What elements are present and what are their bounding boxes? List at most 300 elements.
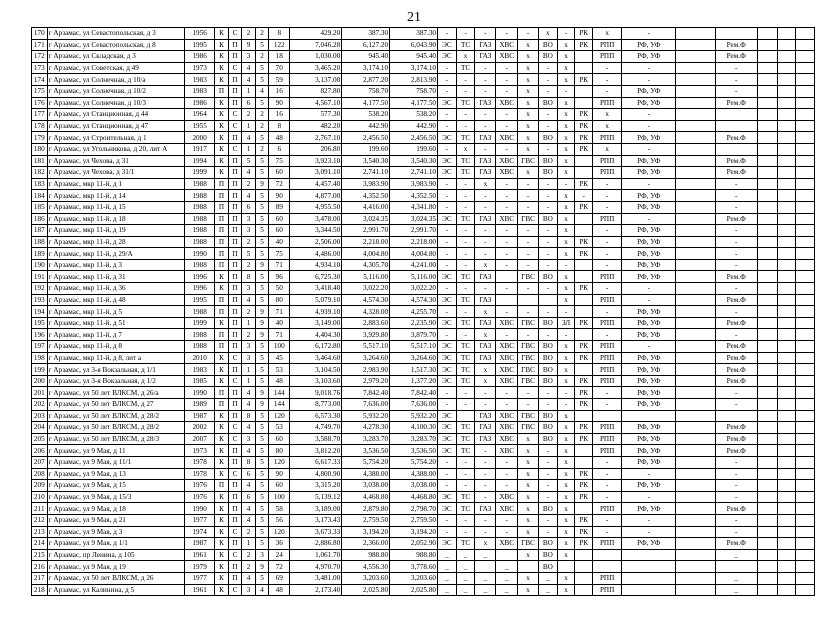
cell-address: г Арзамас, мкр 11-й, д 36: [47, 283, 184, 295]
cell-apartments: 48: [269, 375, 290, 387]
cell-extra: [757, 143, 778, 155]
cell-hot-water: -: [518, 387, 539, 399]
cell-year-built: 1977: [185, 572, 215, 584]
cell-hot-water: х: [518, 572, 539, 584]
cell-repair-fund: -: [715, 283, 757, 295]
cell-year-built: 1988: [185, 201, 215, 213]
cell-cold-water: -: [496, 120, 518, 132]
cell-sewerage: ВО: [538, 364, 557, 376]
cell-empty: [796, 236, 815, 248]
cell-living-premises-area: 4,574.30: [342, 294, 390, 306]
cell-status: [676, 503, 716, 515]
cell-empty: [778, 201, 796, 213]
cell-repair-fund: _: [715, 549, 757, 561]
cell-floors: 2: [242, 109, 256, 121]
cell-heating: -: [456, 480, 475, 492]
cell-living-area: 5,932.20: [390, 410, 438, 422]
cell-address: г Арзамас, мкр 11-й, д 7: [47, 329, 184, 341]
cell-lift: х: [557, 341, 575, 353]
cell-wall-material: П: [228, 445, 242, 457]
cell-repair: [575, 259, 593, 271]
cell-living-area: 4,255.70: [390, 306, 438, 318]
cell-total-area: 1,061.70: [290, 549, 342, 561]
cell-year-built: 1996: [185, 283, 215, 295]
cell-cold-water: ХВС: [496, 213, 518, 225]
cell-management: -: [593, 259, 622, 271]
cell-row-number: 197: [32, 341, 48, 353]
cell-wall-material: П: [228, 51, 242, 63]
cell-heating: ТС: [456, 341, 475, 353]
cell-year-built: 1995: [185, 294, 215, 306]
cell-year-built: 1988: [185, 341, 215, 353]
cell-cold-water: -: [496, 329, 518, 341]
cell-living-area: 199.60: [390, 143, 438, 155]
cell-repair-fund: -: [715, 387, 757, 399]
cell-hot-water: ГВС: [518, 538, 539, 550]
cell-empty: [778, 526, 796, 538]
cell-status: [676, 39, 716, 51]
cell-living-premises-area: 3,264.60: [342, 352, 390, 364]
cell-entrances: 2: [255, 51, 269, 63]
cell-gas: ГАЗ: [475, 39, 496, 51]
cell-address: г Арзамас, ул Солнечная, д 10/3: [47, 97, 184, 109]
cell-heating: ТС: [456, 155, 475, 167]
cell-heating: _: [456, 584, 475, 596]
cell-entrances: 9: [255, 317, 269, 329]
cell-repair-fund: [715, 109, 757, 121]
cell-management: -: [593, 480, 622, 492]
cell-floors: 4: [242, 503, 256, 515]
cell-lift: х: [557, 97, 575, 109]
cell-hot-water: -: [518, 259, 539, 271]
cell-heating: -: [456, 283, 475, 295]
cell-entrances: 5: [255, 526, 269, 538]
cell-repair-fund: -: [715, 526, 757, 538]
cell-category: К: [215, 283, 229, 295]
cell-floors: 3: [242, 352, 256, 364]
cell-apartments: 144: [269, 399, 290, 411]
cell-total-area: 3,149.00: [290, 317, 342, 329]
cell-empty: [778, 514, 796, 526]
cell-living-area: 1,377.20: [390, 375, 438, 387]
table-row: [32, 387, 815, 399]
cell-cold-water: ХВС: [496, 155, 518, 167]
cell-total-area: 577.30: [290, 109, 342, 121]
cell-repair: РК: [575, 352, 593, 364]
table-row: [32, 445, 815, 457]
cell-lift: х: [557, 422, 575, 434]
cell-wall-material: П: [228, 341, 242, 353]
cell-extra: [757, 433, 778, 445]
cell-repair-fund: Рем.Ф: [715, 132, 757, 144]
cell-living-premises-area: 2,218.00: [342, 236, 390, 248]
cell-management: РПП: [593, 271, 622, 283]
cell-extra: [757, 561, 778, 573]
cell-apartments: 8: [269, 120, 290, 132]
cell-address: г Арзамас, ул Севастопольская, д 8: [47, 39, 184, 51]
cell-category: К: [215, 526, 229, 538]
cell-floors: 4: [242, 132, 256, 144]
cell-fund-type: РФ, УФ: [622, 364, 676, 376]
cell-electricity: ЭС: [438, 352, 457, 364]
cell-extra: [757, 283, 778, 295]
cell-status: [676, 51, 716, 63]
cell-repair: [575, 271, 593, 283]
cell-sewerage: ВО: [538, 410, 557, 422]
cell-cold-water: -: [496, 306, 518, 318]
cell-category: К: [215, 143, 229, 155]
cell-extra: [757, 190, 778, 202]
cell-living-area: 3,983.90: [390, 178, 438, 190]
cell-living-area: 538.20: [390, 109, 438, 121]
cell-floors: 4: [242, 167, 256, 179]
cell-floors: 4: [242, 480, 256, 492]
cell-management: РПП: [593, 503, 622, 515]
cell-repair-fund: -: [715, 399, 757, 411]
cell-extra: [757, 503, 778, 515]
cell-empty: [796, 317, 815, 329]
cell-heating: х: [456, 51, 475, 63]
cell-lift: х: [557, 74, 575, 86]
cell-status: [676, 74, 716, 86]
cell-year-built: 1977: [185, 514, 215, 526]
cell-fund-type: [622, 584, 676, 596]
cell-empty: [796, 549, 815, 561]
cell-electricity: -: [438, 109, 457, 121]
cell-living-premises-area: 3,038.00: [342, 480, 390, 492]
cell-empty: [778, 213, 796, 225]
cell-cold-water: ХВС: [496, 445, 518, 457]
cell-category: К: [215, 271, 229, 283]
cell-apartments: 60: [269, 167, 290, 179]
cell-address: г Арзамас, ул 50 лет ВЛКСМ, д 26/а: [47, 387, 184, 399]
cell-floors: 8: [242, 271, 256, 283]
cell-cold-water: -: [496, 109, 518, 121]
cell-extra: [757, 294, 778, 306]
cell-category: К: [215, 433, 229, 445]
cell-cold-water: ХВС: [496, 422, 518, 434]
cell-empty: [778, 399, 796, 411]
cell-year-built: 1983: [185, 74, 215, 86]
cell-living-premises-area: 538.20: [342, 109, 390, 121]
cell-extra: [757, 201, 778, 213]
cell-extra: [757, 248, 778, 260]
cell-sewerage: ВО: [538, 317, 557, 329]
cell-hot-water: -: [518, 28, 539, 40]
cell-total-area: 827.80: [290, 85, 342, 97]
cell-empty: [796, 329, 815, 341]
cell-entrances: 2: [255, 28, 269, 40]
table-row: [32, 410, 815, 422]
cell-year-built: 1979: [185, 561, 215, 573]
cell-living-area: 2,218.00: [390, 236, 438, 248]
cell-sewerage: ВО: [538, 51, 557, 63]
cell-empty: [778, 97, 796, 109]
cell-status: [676, 28, 716, 40]
cell-living-premises-area: 6,127.20: [342, 39, 390, 51]
cell-wall-material: П: [228, 155, 242, 167]
cell-hot-water: ГВС: [518, 155, 539, 167]
cell-living-area: 2,456.50: [390, 132, 438, 144]
cell-living-area: 4,574.30: [390, 294, 438, 306]
cell-wall-material: П: [228, 225, 242, 237]
cell-category: П: [215, 190, 229, 202]
cell-status: [676, 456, 716, 468]
cell-total-area: 429.20: [290, 28, 342, 40]
cell-hot-water: х: [518, 97, 539, 109]
cell-address: г Арзамас, ул Солнечная, д 10/а: [47, 74, 184, 86]
cell-floors: 3: [242, 283, 256, 295]
cell-repair: РК: [575, 468, 593, 480]
cell-lift: -: [557, 178, 575, 190]
cell-electricity: ЭС: [438, 433, 457, 445]
cell-empty: [778, 109, 796, 121]
cell-extra: [757, 491, 778, 503]
cell-repair: РК: [575, 387, 593, 399]
table-row: [32, 39, 815, 51]
cell-empty: [796, 143, 815, 155]
cell-repair-fund: [715, 28, 757, 40]
cell-lift: х: [557, 190, 575, 202]
cell-lift: х: [557, 213, 575, 225]
cell-sewerage: -: [538, 225, 557, 237]
cell-repair: РК: [575, 201, 593, 213]
cell-wall-material: П: [228, 97, 242, 109]
cell-fund-type: РФ, УФ: [622, 480, 676, 492]
cell-hot-water: -: [518, 225, 539, 237]
cell-entrances: 4: [255, 85, 269, 97]
cell-extra: [757, 120, 778, 132]
cell-gas: х: [475, 306, 496, 318]
cell-row-number: 218: [32, 584, 48, 596]
cell-electricity: ЭС: [438, 445, 457, 457]
cell-empty: [796, 39, 815, 51]
cell-entrances: 9: [255, 178, 269, 190]
cell-living-premises-area: 5,754.20: [342, 456, 390, 468]
cell-floors: 2: [242, 28, 256, 40]
cell-status: [676, 387, 716, 399]
cell-fund-type: РФ, УФ: [622, 422, 676, 434]
cell-repair-fund: -: [715, 456, 757, 468]
cell-wall-material: П: [228, 503, 242, 515]
cell-hot-water: х: [518, 526, 539, 538]
cell-category: К: [215, 491, 229, 503]
cell-living-premises-area: 2,879.80: [342, 503, 390, 515]
cell-lift: -: [557, 399, 575, 411]
cell-empty: [778, 584, 796, 596]
cell-fund-type: РФ, УФ: [622, 236, 676, 248]
cell-cold-water: -: [496, 190, 518, 202]
cell-empty: [796, 167, 815, 179]
cell-row-number: 194: [32, 306, 48, 318]
cell-gas: -: [475, 109, 496, 121]
cell-extra: [757, 271, 778, 283]
cell-empty: [778, 62, 796, 74]
cell-status: [676, 538, 716, 550]
cell-category: К: [215, 155, 229, 167]
cell-sewerage: -: [538, 85, 557, 97]
cell-year-built: 1990: [185, 248, 215, 260]
cell-apartments: 60: [269, 433, 290, 445]
cell-address: г Арзамас, ул Севастопольская, д 3: [47, 28, 184, 40]
table-row: [32, 51, 815, 63]
cell-cold-water: ХВС: [496, 341, 518, 353]
cell-year-built: 1994: [185, 155, 215, 167]
cell-living-premises-area: 2,979.20: [342, 375, 390, 387]
cell-cold-water: -: [496, 480, 518, 492]
table-row: [32, 283, 815, 295]
cell-empty: [778, 178, 796, 190]
cell-living-premises-area: 3,283.70: [342, 433, 390, 445]
cell-repair: РК: [575, 178, 593, 190]
cell-sewerage: -: [538, 306, 557, 318]
cell-row-number: 174: [32, 74, 48, 86]
cell-category: П: [215, 480, 229, 492]
cell-management: х: [593, 109, 622, 121]
cell-repair-fund: Рем.Ф: [715, 538, 757, 550]
cell-total-area: 3,465.20: [290, 62, 342, 74]
cell-status: [676, 97, 716, 109]
cell-year-built: 1999: [185, 317, 215, 329]
cell-lift: -: [557, 387, 575, 399]
cell-empty: [796, 491, 815, 503]
table-row: [32, 259, 815, 271]
cell-living-premises-area: 2,456.50: [342, 132, 390, 144]
cell-extra: [757, 225, 778, 237]
cell-wall-material: П: [228, 410, 242, 422]
cell-lift: ЗЛ: [557, 317, 575, 329]
cell-entrances: 2: [255, 109, 269, 121]
cell-sewerage: -: [538, 445, 557, 457]
cell-empty: [778, 317, 796, 329]
cell-sewerage: -: [538, 399, 557, 411]
cell-gas: ГАЗ: [475, 433, 496, 445]
cell-gas: -: [475, 491, 496, 503]
table-row: [32, 422, 815, 434]
cell-year-built: 1983: [185, 85, 215, 97]
cell-floors: 3: [242, 584, 256, 596]
cell-heating: -: [456, 248, 475, 260]
cell-wall-material: С: [228, 468, 242, 480]
cell-category: П: [215, 306, 229, 318]
cell-empty: [796, 225, 815, 237]
cell-category: К: [215, 364, 229, 376]
cell-status: [676, 294, 716, 306]
cell-floors: 6: [242, 468, 256, 480]
cell-management: РПП: [593, 132, 622, 144]
cell-heating: ТС: [456, 294, 475, 306]
cell-year-built: 1996: [185, 271, 215, 283]
cell-management: РПП: [593, 51, 622, 63]
cell-category: П: [215, 259, 229, 271]
cell-status: [676, 410, 716, 422]
cell-management: РПП: [593, 294, 622, 306]
cell-empty: [796, 259, 815, 271]
cell-total-area: 3,464.60: [290, 352, 342, 364]
cell-gas: ГАЗ: [475, 341, 496, 353]
cell-address: г Арзамас, ул Строительная, д 1: [47, 132, 184, 144]
cell-category: К: [215, 584, 229, 596]
cell-repair-fund: Рем.Ф: [715, 503, 757, 515]
cell-fund-type: -: [622, 109, 676, 121]
cell-gas: ГАЗ: [475, 213, 496, 225]
cell-sewerage: -: [538, 283, 557, 295]
cell-floors: 2: [242, 561, 256, 573]
cell-management: -: [593, 456, 622, 468]
cell-entrances: 5: [255, 213, 269, 225]
cell-extra: [757, 364, 778, 376]
cell-floors: 9: [242, 39, 256, 51]
cell-repair-fund: [715, 561, 757, 573]
cell-category: К: [215, 538, 229, 550]
cell-extra: [757, 85, 778, 97]
cell-extra: [757, 399, 778, 411]
cell-floors: 2: [242, 306, 256, 318]
cell-hot-water: -: [518, 248, 539, 260]
cell-category: К: [215, 410, 229, 422]
table-row: [32, 514, 815, 526]
cell-fund-type: -: [622, 62, 676, 74]
cell-empty: [796, 109, 815, 121]
cell-sewerage: -: [538, 62, 557, 74]
cell-fund-type: РФ, УФ: [622, 503, 676, 515]
cell-floors: 2: [242, 259, 256, 271]
cell-gas: х: [475, 538, 496, 550]
cell-floors: 5: [242, 155, 256, 167]
cell-extra: [757, 572, 778, 584]
cell-hot-water: х: [518, 514, 539, 526]
cell-category: П: [215, 178, 229, 190]
cell-repair: [575, 549, 593, 561]
cell-fund-type: РФ, УФ: [622, 190, 676, 202]
cell-empty: [796, 422, 815, 434]
cell-floors: 1: [242, 120, 256, 132]
cell-sewerage: ВО: [538, 213, 557, 225]
cell-apartments: 16: [269, 85, 290, 97]
cell-electricity: ЭС: [438, 97, 457, 109]
cell-heating: ТС: [456, 97, 475, 109]
cell-entrances: 5: [255, 410, 269, 422]
cell-row-number: 213: [32, 526, 48, 538]
cell-repair: РК: [575, 39, 593, 51]
cell-extra: [757, 259, 778, 271]
cell-address: г Арзамас, ул 9 Мая, д 15/3: [47, 491, 184, 503]
cell-category: К: [215, 445, 229, 457]
cell-electricity: ЭС: [438, 422, 457, 434]
cell-living-area: 7,636.00: [390, 399, 438, 411]
cell-total-area: 3,481.00: [290, 572, 342, 584]
cell-fund-type: -: [622, 526, 676, 538]
cell-living-premises-area: 4,177.50: [342, 97, 390, 109]
cell-extra: [757, 317, 778, 329]
cell-sewerage: -: [538, 526, 557, 538]
cell-apartments: 59: [269, 74, 290, 86]
cell-year-built: 1986: [185, 97, 215, 109]
cell-status: [676, 341, 716, 353]
cell-management: РПП: [593, 341, 622, 353]
cell-management: -: [593, 225, 622, 237]
cell-electricity: -: [438, 225, 457, 237]
cell-cold-water: ХВС: [496, 433, 518, 445]
cell-total-area: 2,767.10: [290, 132, 342, 144]
cell-total-area: 3,478.00: [290, 213, 342, 225]
cell-empty: [796, 584, 815, 596]
cell-hot-water: -: [518, 178, 539, 190]
cell-wall-material: С: [228, 352, 242, 364]
cell-management: х: [593, 28, 622, 40]
cell-living-premises-area: 2,991.70: [342, 225, 390, 237]
cell-empty: [778, 387, 796, 399]
